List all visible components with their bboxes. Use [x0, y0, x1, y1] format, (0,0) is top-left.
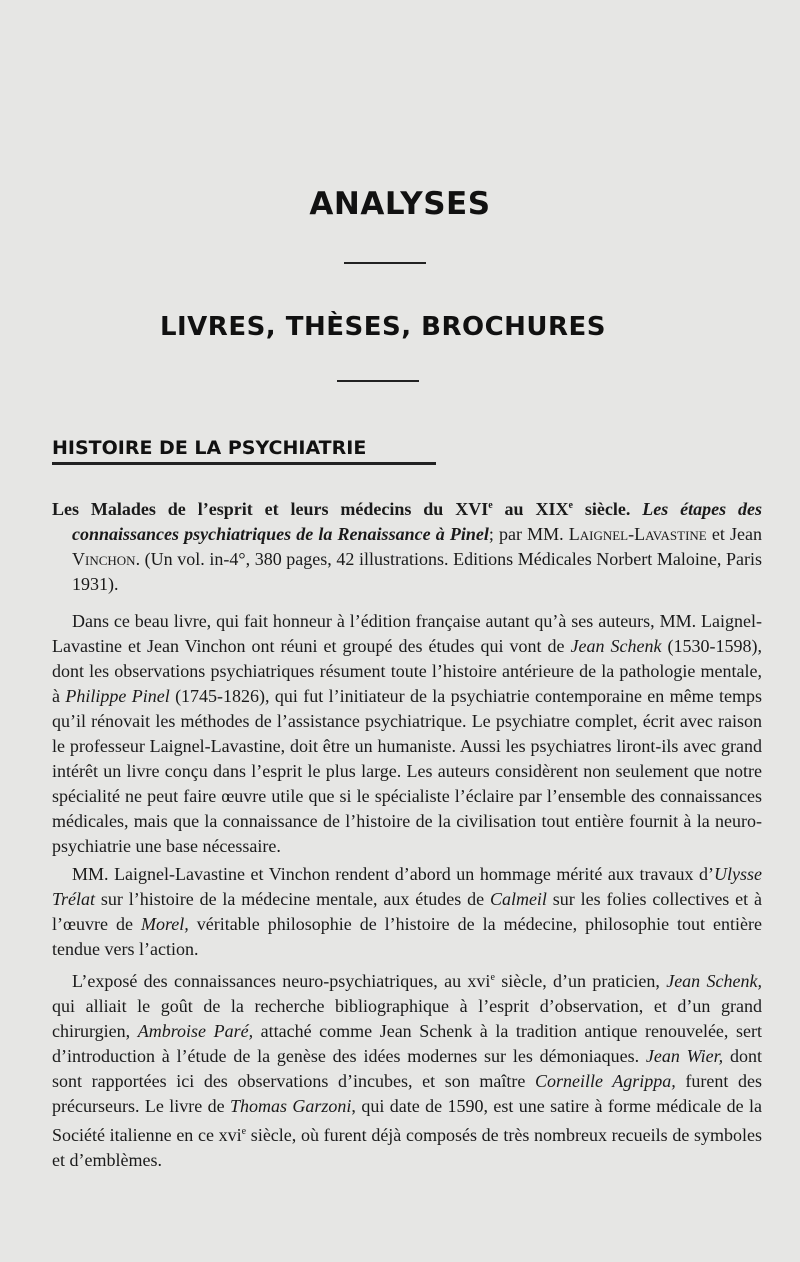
category-underline: [52, 462, 436, 465]
text-run: et Jean: [706, 524, 762, 544]
text-run: qui alliait le goût de la recherche bibliographique à l’esprit d’observation, et d’un grand chirurgien,: [52, 996, 762, 1041]
text-run: Les étapes des connaissances psychiatriques de la Renaissance à Pinel: [72, 499, 762, 544]
text-run: attaché comme Jean Schenk à la tradition antique renouvelée, sert d’introduction à l’étude de la genèse des idées modernes sur les démoniaques.: [52, 1021, 762, 1066]
text-run: au XIX: [492, 499, 569, 519]
text-run: furent des précurseurs. Le livre de: [52, 1071, 762, 1116]
text-run: Thomas Garzoni: [230, 1096, 352, 1116]
text-run: siècle.: [572, 499, 643, 519]
text-run: Jean Schenk: [570, 636, 662, 656]
section-title: ANALYSES: [309, 186, 491, 222]
text-run: L’exposé des connaissances neuro-psychiatriques, au xvi: [72, 971, 491, 991]
text-run: (1745-1826), qui fut l’initiateur de la psychiatrie contemporaine en même temps qu’il rénovait les méthodes de l’assistance psychiatrique. Le psychiatre complet, écrit avec raison le professeur Laignel-Lavastine, doit être un humaniste. Aussi les psychiatres liront-ils avec grand intérêt un livre conçu dans l’esprit le plus large. Les auteurs considèrent non seulement que notre spécialité ne peut faire œuvre utile que si le spécialiste l’éclaire par l’ensemble des connaissances médicales, mais que la connaissance de l’histoire de la civilisation tout entière fournit à la neuro-psychiatrie une base nécessaire.: [52, 686, 762, 856]
paragraph: [52, 965, 762, 1173]
text-run: e: [488, 500, 493, 511]
text-run: Jean Wier,: [645, 1046, 724, 1066]
paragraph: [52, 862, 762, 962]
text-run: siècle, d’un praticien,: [494, 971, 667, 991]
article-body: [52, 493, 762, 1176]
text-run: MM. Laignel-Lavastine et Vinchon rendent d’abord un hommage mérité aux travaux d’: [72, 864, 714, 884]
text-run: Dans ce beau livre, qui fait honneur à l’édition française autant qu’à ses auteurs, MM. Laignel-Lavastine et Jean Vinchon ont réuni et groupé des études qui vont de: [52, 611, 762, 656]
subsection-title: LIVRES, THÈSES, BROCHURES: [159, 312, 607, 342]
text-run: . (Un vol. in-4°, 380 pages, 42 illustrations. Editions Médicales Norbert Maloine, Paris 1931).: [72, 549, 762, 594]
text-run: Philippe Pinel: [65, 686, 170, 706]
text-run: Corneille Agrippa,: [534, 1071, 676, 1091]
text-run: Jean Schenk,: [666, 971, 762, 991]
text-run: Vinchon: [72, 549, 136, 569]
text-run: sur les folies collectives et à l’œuvre de: [52, 889, 762, 934]
title-rule: [344, 262, 426, 264]
text-run: , qui date de 1590, est une satire à forme médicale de la Société italienne en ce xvi: [52, 1096, 762, 1145]
text-run: sur l’histoire de la médecine mentale, aux études de: [95, 889, 490, 909]
text-run: siècle, où furent déjà composés de très nombreux recueils de symboles et d’emblèmes.: [52, 1125, 763, 1170]
subtitle-rule: [337, 380, 419, 382]
text-run: e: [241, 1126, 247, 1137]
category-title: HISTOIRE DE LA PSYCHIATRIE: [52, 437, 367, 459]
paragraph: [52, 609, 762, 859]
text-run: Calmeil: [489, 889, 547, 909]
text-run: Ulysse Trélat: [52, 864, 762, 909]
text-run: Ambroise Paré,: [137, 1021, 254, 1041]
text-run: e: [568, 500, 573, 511]
text-run: e: [490, 972, 495, 983]
text-run: dont sont rapportées ici des observations d’incubes, et son maître: [52, 1046, 762, 1091]
text-run: ; par MM.: [488, 524, 569, 544]
text-run: véritable philosophie de l’histoire de la médecine, philosophie tout entière tendue vers l’action.: [52, 914, 763, 959]
text-run: (1530-1598), dont les observations psychiatriques résument toute l’histoire antérieure de la pathologie mentale, à: [52, 636, 762, 706]
book-citation: [52, 493, 762, 597]
text-run: Morel,: [140, 914, 189, 934]
text-run: Les Malades de l’esprit et leurs médecins du XVI: [52, 499, 489, 519]
text-run: Laignel-Lavastine: [568, 524, 707, 544]
